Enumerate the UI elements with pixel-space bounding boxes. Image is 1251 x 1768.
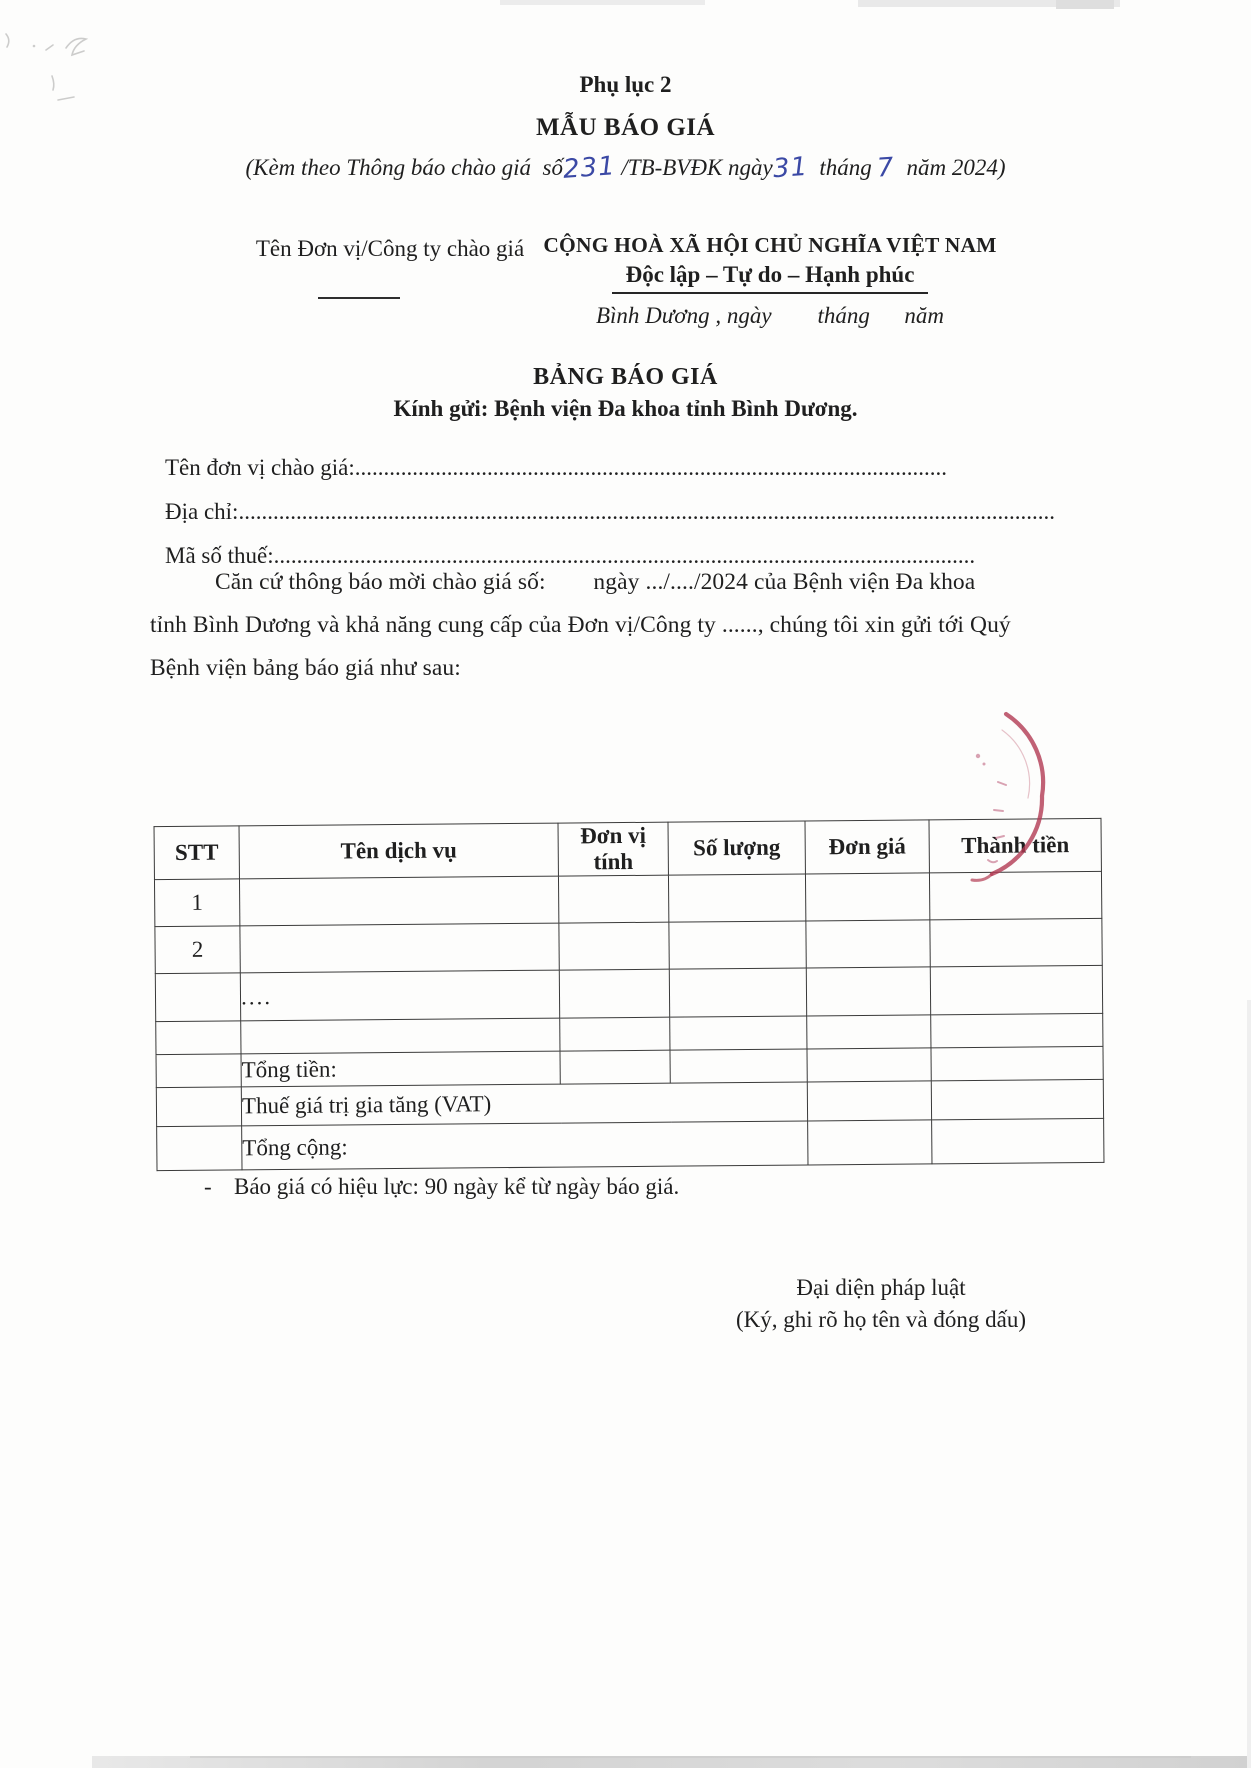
paragraph-line: Bệnh viện bảng báo giá như sau: bbox=[150, 655, 461, 681]
cell-empty bbox=[806, 920, 930, 968]
scan-bottom-shadow-line bbox=[190, 1756, 1191, 1758]
place-date-line: Bình Dương , ngày tháng năm bbox=[595, 303, 945, 328]
cell-empty bbox=[241, 1018, 560, 1054]
cell-empty bbox=[670, 1049, 807, 1083]
col-header-stt: STT bbox=[154, 826, 239, 880]
cell-stt: 1 bbox=[154, 879, 239, 927]
subtitle-suffix: năm 2024) bbox=[895, 155, 1006, 180]
national-motto-line2: Độc lập – Tự do – Hạnh phúc bbox=[612, 262, 929, 294]
cell-empty bbox=[240, 923, 559, 973]
cell-empty bbox=[805, 873, 929, 921]
cell-empty bbox=[560, 1017, 670, 1051]
col-header-amount: Thành tiền bbox=[929, 818, 1101, 872]
paragraph-line: tỉnh Bình Dương và khả năng cung cấp của Đơn vị/Công ty ......, chúng tôi xin gửi tới Quý bbox=[150, 612, 1011, 638]
cell-empty bbox=[929, 871, 1101, 919]
field-company-name: Tên đơn vị chào giá:....................................................................................................... bbox=[165, 455, 947, 480]
cell-empty bbox=[807, 1081, 931, 1121]
list-dash: - bbox=[204, 1174, 212, 1199]
body-paragraph bbox=[150, 561, 1110, 690]
cell-empty bbox=[931, 1013, 1103, 1047]
validity-text: Báo giá có hiệu lực: 90 ngày kể từ ngày báo giá. bbox=[234, 1174, 680, 1199]
cell-empty bbox=[807, 1048, 931, 1082]
handwritten-day: 31 bbox=[771, 151, 809, 185]
scan-right-edge bbox=[1247, 1000, 1251, 1768]
vat-label: Thuế giá trị gia tăng (VAT) bbox=[241, 1082, 807, 1126]
separator-rule bbox=[318, 297, 400, 299]
cell-empty bbox=[930, 918, 1102, 966]
cell-empty bbox=[807, 1015, 931, 1049]
cell-empty bbox=[669, 968, 806, 1017]
field-address: Địa chỉ:.............................................................................................................................................. bbox=[165, 499, 1055, 524]
pencil-scribble-marks bbox=[0, 18, 130, 118]
cell-empty bbox=[931, 1046, 1103, 1080]
cell-empty bbox=[157, 1126, 242, 1171]
scan-edge-smudge bbox=[858, 0, 1120, 7]
col-header-qty: Số lượng bbox=[668, 821, 805, 875]
cell-empty bbox=[156, 1087, 241, 1127]
field-tax-code: Mã số thuế:.......................................................................................................................... bbox=[165, 543, 976, 568]
national-motto-line1: CỘNG HOÀ XÃ HỘI CHỦ NGHĨA VIỆT NAM bbox=[543, 233, 997, 257]
form-title: MẪU BÁO GIÁ bbox=[535, 114, 716, 141]
table-grand-total-row bbox=[157, 1118, 1104, 1170]
fill-in-fields bbox=[165, 446, 1125, 578]
document-title: BẢNG BÁO GIÁ bbox=[533, 364, 718, 390]
cell-empty bbox=[559, 969, 669, 1018]
table-row bbox=[155, 965, 1102, 1021]
table-row bbox=[154, 871, 1101, 926]
cell-empty bbox=[239, 876, 558, 926]
signature-instruction: (Ký, ghi rõ họ tên và đóng dấu) bbox=[736, 1307, 1026, 1332]
appendix-label: Phụ lục 2 bbox=[579, 72, 672, 97]
scan-edge-smudge bbox=[1056, 0, 1114, 9]
cell-empty bbox=[560, 1050, 670, 1084]
cell-empty bbox=[668, 874, 805, 922]
cell-empty bbox=[558, 875, 668, 923]
cell-empty bbox=[806, 967, 930, 1016]
cell-stt: 2 bbox=[155, 926, 240, 974]
paragraph-line: Căn cứ thông báo mời chào giá số: ngày .../..../2024 của Bệnh viện Đa khoa bbox=[215, 569, 976, 595]
subtitle-mid: tháng bbox=[807, 155, 878, 180]
scan-bottom-shadow bbox=[92, 1756, 1251, 1768]
recipient-line: Kính gửi: Bệnh viện Đa khoa tỉnh Bình Dương. bbox=[393, 396, 858, 421]
col-header-unit-price: Đơn giá bbox=[805, 820, 929, 874]
form-subtitle bbox=[0, 151, 1251, 185]
cell-empty bbox=[931, 1079, 1103, 1119]
cell-empty bbox=[930, 965, 1102, 1014]
cell-empty bbox=[156, 1021, 241, 1055]
table-header-row bbox=[154, 818, 1101, 879]
quotation-table bbox=[154, 818, 1105, 1171]
handwritten-month: 7 bbox=[876, 152, 897, 184]
cell-empty bbox=[559, 922, 669, 970]
total-label: Tổng tiền: bbox=[241, 1051, 560, 1087]
cell-empty bbox=[669, 921, 806, 969]
subtitle-prefix: (Kèm theo Thông báo chào giá số bbox=[245, 155, 563, 180]
cell-empty bbox=[932, 1118, 1104, 1163]
col-header-unit: Đơn vị tính bbox=[558, 822, 668, 876]
cell-empty bbox=[156, 1054, 241, 1088]
cell-empty bbox=[670, 1016, 807, 1050]
cell-empty bbox=[808, 1120, 932, 1165]
col-header-service: Tên dịch vụ bbox=[239, 823, 558, 879]
cell-ellipsis: .... bbox=[240, 970, 559, 1021]
signature-title: Đại diện pháp luật bbox=[796, 1275, 966, 1300]
handwritten-number: 231 bbox=[561, 151, 617, 185]
signature-block bbox=[656, 1272, 1106, 1336]
scan-edge-smudge bbox=[500, 0, 705, 5]
national-header bbox=[530, 233, 1010, 329]
table-row bbox=[155, 918, 1102, 973]
cell-empty bbox=[155, 973, 240, 1022]
company-name-heading: Tên Đơn vị/Công ty chào giá bbox=[255, 236, 525, 261]
subtitle-mid: /TB-BVĐK ngày bbox=[615, 155, 773, 180]
grand-total-label: Tổng cộng: bbox=[242, 1121, 808, 1170]
validity-note bbox=[200, 1174, 1100, 1200]
